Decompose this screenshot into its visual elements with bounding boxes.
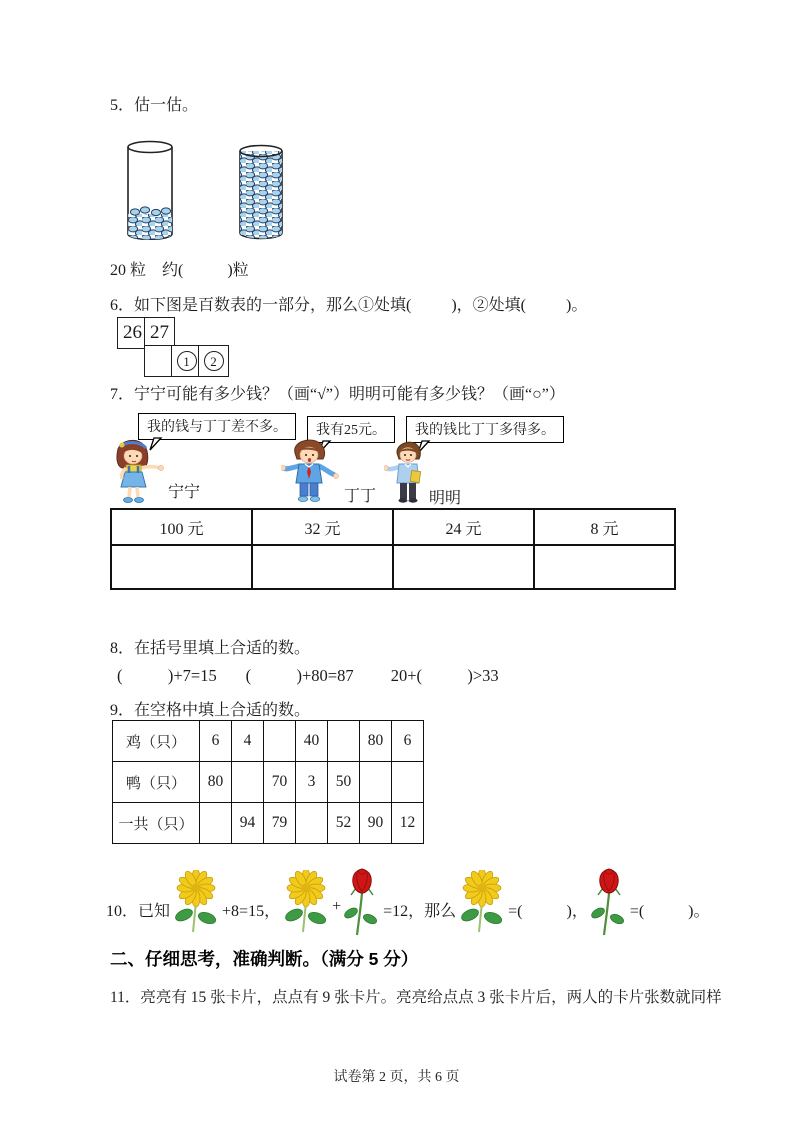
table-row: 一共（只） 94 79 52 90 12: [113, 803, 424, 844]
jar-few-beans: [128, 142, 172, 241]
q10-flower-equation: 10．已知 +8=15， + =12，那么 =( )， =( )。: [106, 870, 710, 937]
rose-icon: [591, 867, 627, 937]
speech-bubble-dingding: 我有25元。: [307, 416, 395, 443]
page-footer: 试卷第 2 页，共 6 页: [333, 1070, 460, 1085]
boy-mingming-figure: [384, 440, 430, 508]
money-option: 8 元: [534, 509, 675, 545]
q8-title: 8．在括号里填上合适的数。: [110, 640, 311, 657]
row-label: 鸡（只）: [113, 721, 200, 762]
money-option: 24 元: [393, 509, 534, 545]
hundred-chart-cell-26: 26: [117, 317, 148, 349]
q9-title: 9．在空格中填上合适的数。: [110, 702, 311, 719]
chrysanthemum-icon: [283, 870, 329, 934]
q5-title: 5．估一估。: [110, 97, 199, 114]
answer-cell: [111, 545, 252, 589]
answer-cell: [534, 545, 675, 589]
money-options-table: [110, 508, 676, 590]
q6-title: 6．如下图是百数表的一部分，那么①处填( )，②处填( )。: [110, 297, 588, 314]
row-label: 鸭（只）: [113, 762, 200, 803]
money-option: 100 元: [111, 509, 252, 545]
speech-bubble-mingming: 我的钱比丁丁多得多。: [406, 416, 564, 443]
hundred-chart-cell-27: 27: [144, 317, 175, 349]
circled-2: 2: [204, 351, 224, 371]
girl-ningning-figure: [106, 438, 168, 504]
chicken-duck-table: [112, 720, 424, 844]
label-dingding: 丁丁: [344, 488, 377, 505]
q8-equations: ( )+7=15 ( )+80=87 20+( )>33: [117, 666, 499, 685]
table-row: 鸭（只） 80 70 3 50: [113, 762, 424, 803]
answer-cell: [393, 545, 534, 589]
chrysanthemum-icon: [459, 870, 505, 934]
q7-title: 7．宁宁可能有多少钱？（画“√”）明明可能有多少钱？（画“○”）: [110, 386, 565, 403]
answer-cell: [252, 545, 393, 589]
rose-icon: [344, 867, 380, 937]
estimation-jars-figure: [116, 136, 288, 240]
money-option: 32 元: [252, 509, 393, 545]
jar-full-beans: [240, 146, 282, 241]
table-row: 鸡（只） 6 4 40 80 6: [113, 721, 424, 762]
table-row: [111, 509, 675, 545]
row-label: 一共（只）: [113, 803, 200, 844]
label-ningning: 宁宁: [168, 484, 201, 501]
section2-heading: 二、仔细思考，准确判断。（满分 5 分）: [110, 949, 419, 969]
label-mingming: 明明: [429, 490, 462, 507]
q11-text: 11．亮亮有 15 张卡片，点点有 9 张卡片。亮亮给点点 3 张卡片后，两人的卡片张数就同样: [110, 989, 722, 1006]
q5-caption: 20 粒 约( )粒: [110, 262, 249, 279]
table-row: [111, 545, 675, 589]
speech-bubble-ningning: 我的钱与丁丁差不多。: [138, 413, 296, 440]
chrysanthemum-icon: [173, 870, 219, 934]
circled-1: 1: [177, 351, 197, 371]
hundred-chart-cell-circle2: [198, 345, 229, 377]
boy-dingding-figure: [281, 438, 341, 506]
